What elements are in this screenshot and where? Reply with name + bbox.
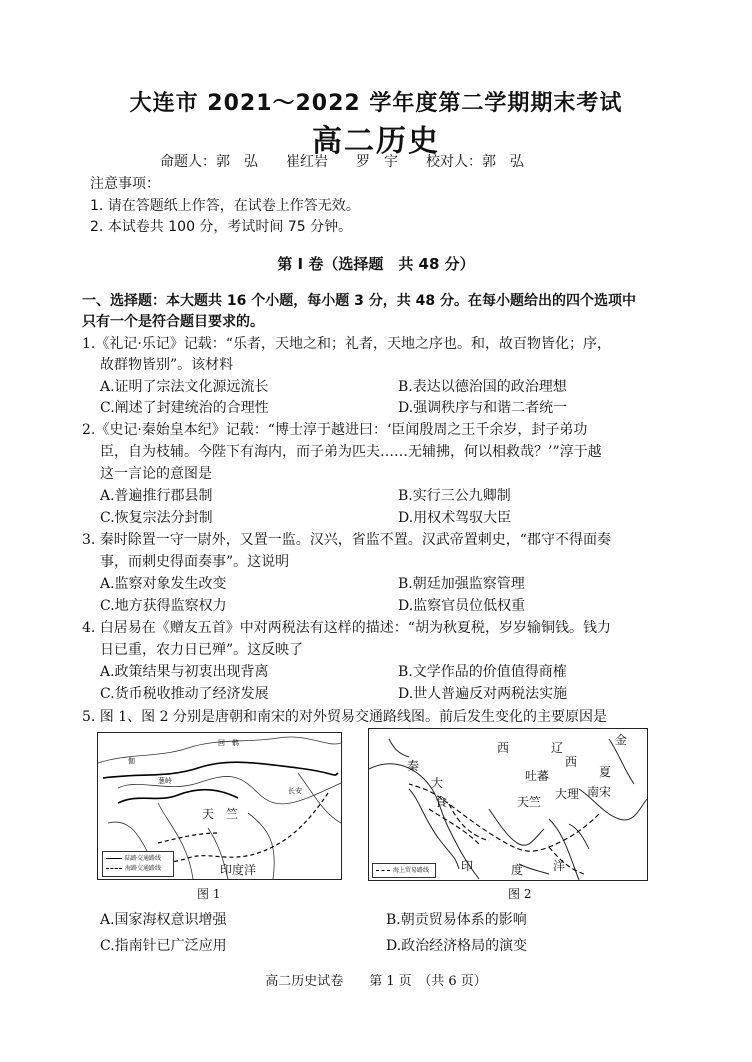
figure-1-map bbox=[97, 732, 342, 880]
question-4-option-a: A.政策结果与初衷出现背离 bbox=[100, 664, 269, 680]
figure-2-label: 西 bbox=[565, 755, 578, 769]
question-3-stem-cont: 事，而刺史得面奏事”。这说明 bbox=[100, 554, 290, 570]
figure-2-label: 秦 bbox=[407, 759, 420, 773]
figure-2-label: 金 bbox=[615, 733, 628, 747]
question-4-stem-cont: 日已重，农力日已殚”。这反映了 bbox=[100, 642, 304, 658]
question-2-option-b: B.实行三公九卿制 bbox=[398, 488, 511, 504]
section-title: 第 I 卷（选择题 共 48 分） bbox=[277, 255, 475, 273]
legend-sea-swatch bbox=[106, 868, 122, 869]
question-1-stem: 1.《礼记·乐记》记载：“乐者，天地之和；礼者，天地之序也。和，故百物皆化；序， bbox=[82, 336, 611, 352]
figure-2-label: 食 bbox=[435, 795, 448, 809]
figure-2-label: 度 bbox=[511, 863, 524, 877]
figure-2-label: 大 bbox=[431, 776, 444, 790]
question-2-option-c: C.恢复宗法分封制 bbox=[100, 510, 213, 526]
page-footer: 高二历史试卷 第 1 页 （共 6 页） bbox=[265, 974, 487, 989]
note-item: 1. 请在答题纸上作答，在试卷上作答无效。 bbox=[90, 198, 360, 214]
question-5-stem: 5. 图 1、图 2 分别是唐朝和南宋的对外贸易交通路线图。前后发生变化的主要原因是 bbox=[82, 709, 607, 725]
figure-1-label-tianzhu: 天 竺 bbox=[202, 807, 239, 821]
figure-2-label: 天竺 bbox=[517, 795, 542, 809]
question-2-stem-cont: 这一言论的意图是 bbox=[100, 466, 212, 482]
question-2-stem: 2.《史记·秦始皇本纪》记载：“博士淳于越进曰：‘臣闻殷周之王千余岁，封子弟功 bbox=[82, 422, 588, 438]
question-1-option-a: A.证明了宗法文化源远流长 bbox=[100, 379, 269, 395]
notes-heading: 注意事项： bbox=[90, 176, 160, 192]
exam-title: 大连市 2021～2022 学年度第二学期期末考试 bbox=[129, 91, 623, 116]
question-1-stem-cont: 故群物皆别”。该材料 bbox=[100, 357, 234, 373]
figure-1-legend bbox=[102, 851, 174, 877]
section-intro: 只有一个是符合题目要求的。 bbox=[82, 314, 264, 330]
question-3-option-d: D.监察官员位低权重 bbox=[398, 598, 526, 614]
question-5-option-d: D.政治经济格局的演变 bbox=[386, 938, 528, 954]
figure-2-label: 大理 bbox=[555, 787, 580, 801]
figure-2-label: 南宋 bbox=[587, 785, 612, 799]
section-intro: 一、选择题：本大题共 16 个小题，每小题 3 分，共 48 分。在每小题给出的四个选项中 bbox=[82, 293, 636, 309]
question-3-stem: 3. 秦时除置一守一尉外，又置一监。汉兴，省监不置。汉武帝置刺史，“郡守不得面奏 bbox=[82, 532, 611, 548]
question-4-stem: 4. 白居易在《赠友五首》中对两税法有这样的描述：“胡为秋夏税，岁岁输铜钱。钱力 bbox=[82, 620, 611, 636]
question-5-option-b: B.朝贡贸易体系的影响 bbox=[386, 912, 527, 928]
question-1-option-d: D.强调秩序与和谐二者统一 bbox=[398, 400, 568, 416]
question-3-option-a: A.监察对象发生改变 bbox=[100, 576, 227, 592]
figure-2-caption: 图 2 bbox=[508, 887, 532, 901]
figure-2-label: 印 bbox=[461, 859, 474, 873]
question-2-stem-cont: 臣，自为枝辅。今陛下有海内，而子弟为匹夫……无辅拂，何以相救哉？’”淳于越 bbox=[100, 444, 602, 460]
question-1-option-b: B.表达以德治国的政治理想 bbox=[398, 379, 567, 395]
legend-land-label: 陆路交通路线 bbox=[125, 855, 162, 862]
figure-2-label: 夏 bbox=[599, 765, 612, 779]
legend-sea-swatch bbox=[376, 870, 390, 871]
authors-line: 命题人：郭 弘 崔红岩 罗 宇 校对人：郭 弘 bbox=[160, 154, 524, 170]
question-5-option-a: A.国家海权意识增强 bbox=[100, 912, 227, 928]
svg-text:伽: 伽 bbox=[128, 757, 135, 765]
question-1-option-c: C.阐述了封建统治的合理性 bbox=[100, 400, 269, 416]
legend-land-swatch bbox=[106, 858, 122, 859]
question-4-option-d: D.世人普遍反对两税法实施 bbox=[398, 686, 568, 702]
figure-1-label-indian-ocean: 印度洋 bbox=[220, 863, 257, 877]
question-2-option-a: A.普遍推行郡县制 bbox=[100, 488, 213, 504]
figure-2-map bbox=[368, 728, 648, 881]
svg-text:葱岭: 葱岭 bbox=[158, 777, 172, 785]
legend-sea-label: 海路交通路线 bbox=[125, 865, 162, 872]
question-4-option-b: B.文学作品的价值值得商榷 bbox=[398, 664, 567, 680]
figure-2-label: 洋 bbox=[553, 859, 566, 873]
subject-title: 高二历史 bbox=[312, 124, 440, 159]
figure-2-legend bbox=[372, 863, 436, 878]
question-2-option-d: D.用权术驾驭大臣 bbox=[398, 510, 512, 526]
question-3-option-c: C.地方获得监察权力 bbox=[100, 598, 227, 614]
svg-text:回 鹘: 回 鹘 bbox=[218, 739, 239, 747]
question-3-option-b: B.朝廷加强监察管理 bbox=[398, 576, 525, 592]
figure-2-label: 吐蕃 bbox=[525, 769, 550, 783]
question-5-option-c: C.指南针已广泛应用 bbox=[100, 938, 227, 954]
question-4-option-c: C.货币税收推动了经济发展 bbox=[100, 686, 269, 702]
svg-text:长安: 长安 bbox=[288, 787, 302, 795]
figure-1-caption: 图 1 bbox=[197, 887, 221, 901]
figure-2-label: 西 bbox=[497, 741, 510, 755]
legend-sea-label: 海上贸易路线 bbox=[393, 867, 430, 874]
note-item: 2. 本试卷共 100 分，考试时间 75 分钟。 bbox=[90, 219, 353, 235]
figure-2-label: 辽 bbox=[551, 741, 564, 755]
